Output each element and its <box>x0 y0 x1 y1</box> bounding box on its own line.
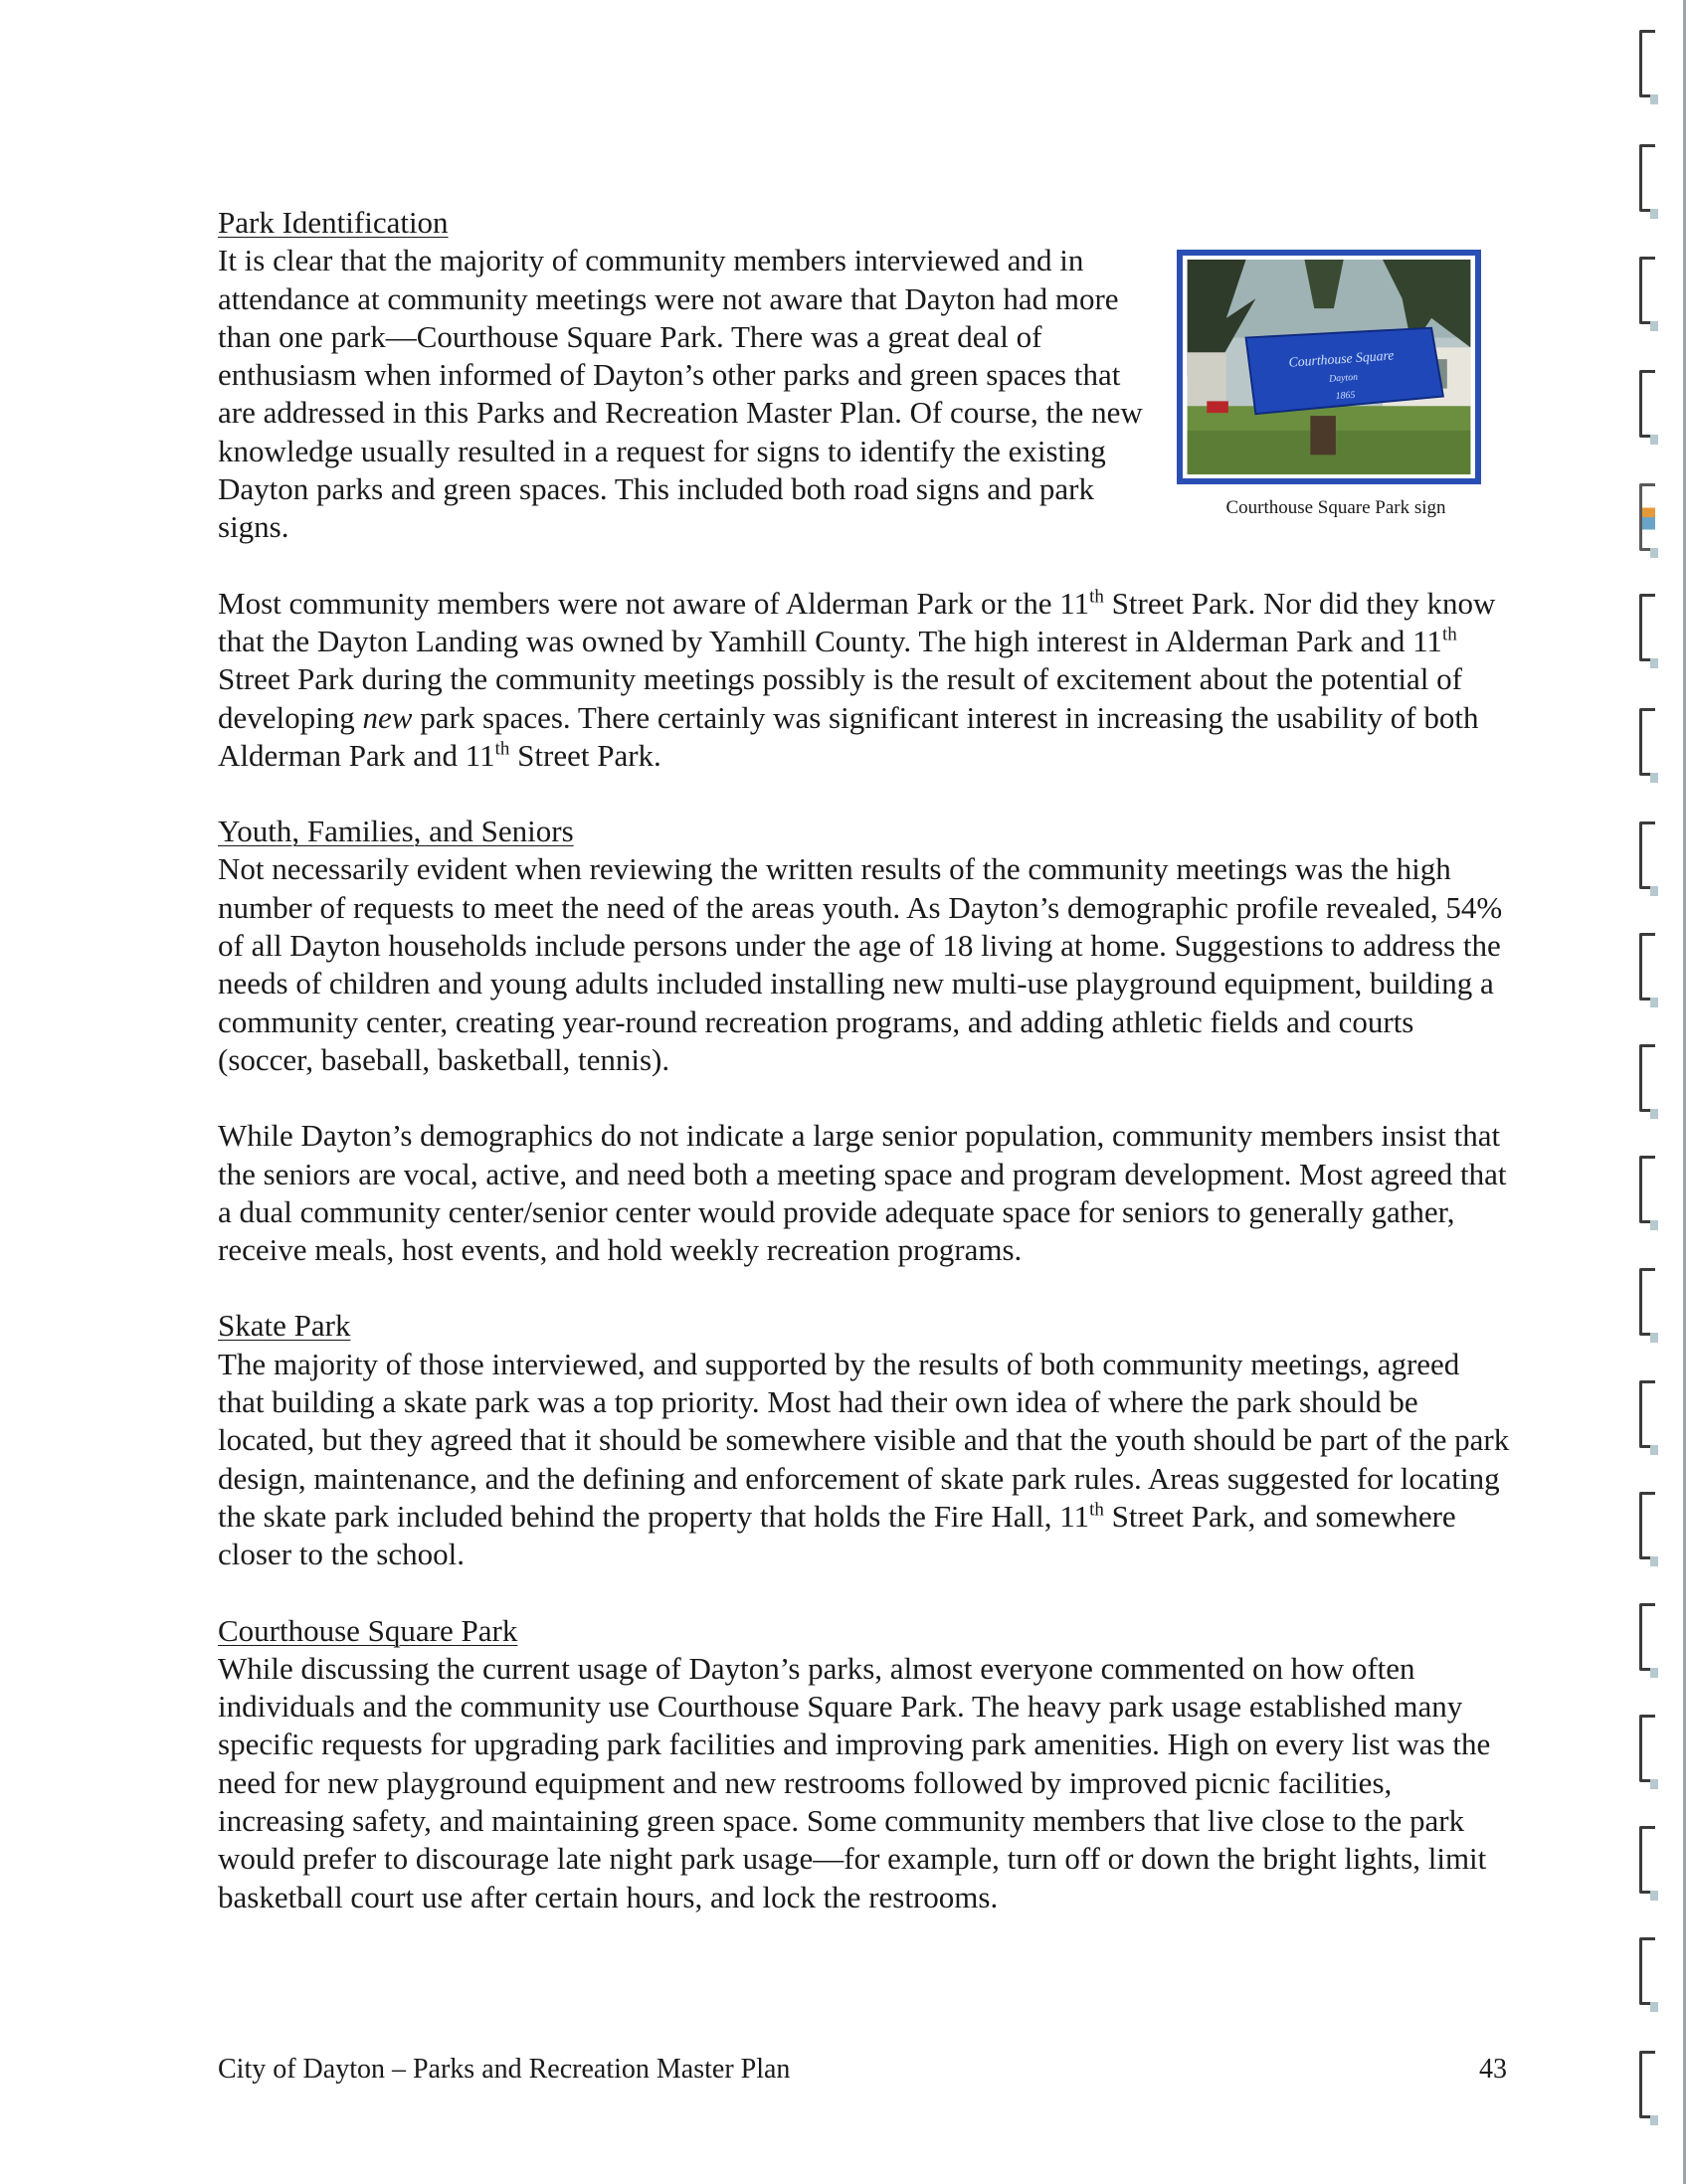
binding-ring <box>1639 1044 1655 1112</box>
binding-ring <box>1639 1492 1655 1559</box>
page-number: 43 <box>1479 2054 1507 2085</box>
park-identification-paragraph-2: Most community members were not aware of Alderman Park or the 11th Street Park. Nor did they know that the Dayton Landing was owned by Yamhill County. The high interest in Alderman Park and 11th Street Park during the community meetings possibly is the result of excitement about the potential of developing new park spaces. There certainly was significant interest in increasing the usability of both Alderman Park and 11th Street Park. <box>218 585 1496 773</box>
youth-paragraph-1: Not necessarily evident when reviewing the written results of the community meetings was the high number of requests to meet the need of the areas youth. As Dayton’s demographic profile revealed, 54% of all Dayton households include persons under the age of 18 living at home. Suggestions to address the needs of children and young adults included installing new multi-use playground equipment, building a community center, creating year-round recreation programs, and adding athletic fields and courts (soccer, baseball, basketball, tennis). <box>218 851 1503 1077</box>
figure-caption: Courthouse Square Park sign <box>1225 497 1446 519</box>
page-footer <box>218 2053 1507 2087</box>
heading-skate-park: Skate Park <box>218 1308 351 1344</box>
sign-text-line2: Dayton <box>1328 372 1359 386</box>
park-identification-paragraph-1: It is clear that the majority of community members interviewed and in attendance at community meetings were not aware that Dayton had more than one park—Courthouse Square Park. There was a great deal of enthusiasm when informed of Dayton’s other parks and green spaces that are addressed in this Parks and Recreation Master Plan. Of course, the new knowledge usually resulted in a request for signs to identify the existing Dayton parks and green spaces. This included both road signs and park signs. <box>218 243 1143 545</box>
binding-ring <box>1639 594 1655 661</box>
sign-figure <box>1173 250 1511 520</box>
binding-ring <box>1639 1268 1655 1336</box>
youth-paragraph-2: While Dayton’s demographics do not indicate a large senior population, community members insist that the seniors are vocal, active, and need both a meeting space and program development. Most agreed that a dual community center/senior center would provide adequate space for seniors to generally gather, receive meals, host events, and hold weekly recreation programs. <box>218 1118 1507 1268</box>
binding-ring <box>1639 1937 1655 2005</box>
courthouse-paragraph: While discussing the current usage of Dayton’s parks, almost everyone commented on how often individuals and the community use Courthouse Square Park. The heavy park usage established many specific requests for upgrading park facilities and improving park amenities. High on every list was the need for new playground equipment and new restrooms followed by improved picnic facilities, increasing safety, and maintaining green space. Some community members that live close to the park would prefer to discourage late night park usage—for example, turn off or down the bright lights, limit basketball court use after certain hours, and lock the restrooms. <box>218 1650 1491 1914</box>
binding-ring <box>1639 30 1655 97</box>
binding-ring <box>1639 1715 1655 1782</box>
binding-ring <box>1639 1380 1655 1448</box>
binding-ring <box>1639 1826 1655 1894</box>
binding-ring <box>1639 144 1655 212</box>
skate-paragraph: The majority of those interviewed, and supported by the results of both community meetings, agreed that building a skate park was a top priority. Most had their own idea of where the park should be located, but they agreed that it should be somewhere visible and that the youth should be part of the park design, maintenance, and the defining and enforcement of skate park rules. Areas suggested for locating the skate park included behind the property that holds the Fire Hall, 11th Street Park, and somewhere closer to the school. <box>218 1346 1510 1572</box>
binding-ring <box>1639 1156 1655 1223</box>
page-content <box>218 204 1511 1916</box>
courthouse-sign-photo <box>1187 260 1471 474</box>
binding-ring <box>1639 821 1655 889</box>
photo-frame <box>1177 250 1481 484</box>
heading-courthouse-square-park: Courthouse Square Park <box>218 1612 518 1648</box>
sign-text-line1: Courthouse Square <box>1288 347 1395 371</box>
binding-ring <box>1639 933 1655 1001</box>
binding-ring <box>1639 1603 1655 1671</box>
binding-ring <box>1639 483 1655 551</box>
binding-ring <box>1639 2051 1655 2118</box>
heading-youth-families-seniors: Youth, Families, and Seniors <box>218 814 574 849</box>
binding-ring <box>1639 370 1655 438</box>
page-edge <box>1683 0 1686 2184</box>
heading-park-identification: Park Identification <box>218 205 449 240</box>
sign-text-line3: 1865 <box>1335 390 1356 403</box>
binding-ring <box>1639 708 1655 776</box>
spiral-binding <box>1639 0 1663 2184</box>
footer-title: City of Dayton – Parks and Recreation Master Plan <box>218 2054 791 2085</box>
binding-ring <box>1639 257 1655 324</box>
